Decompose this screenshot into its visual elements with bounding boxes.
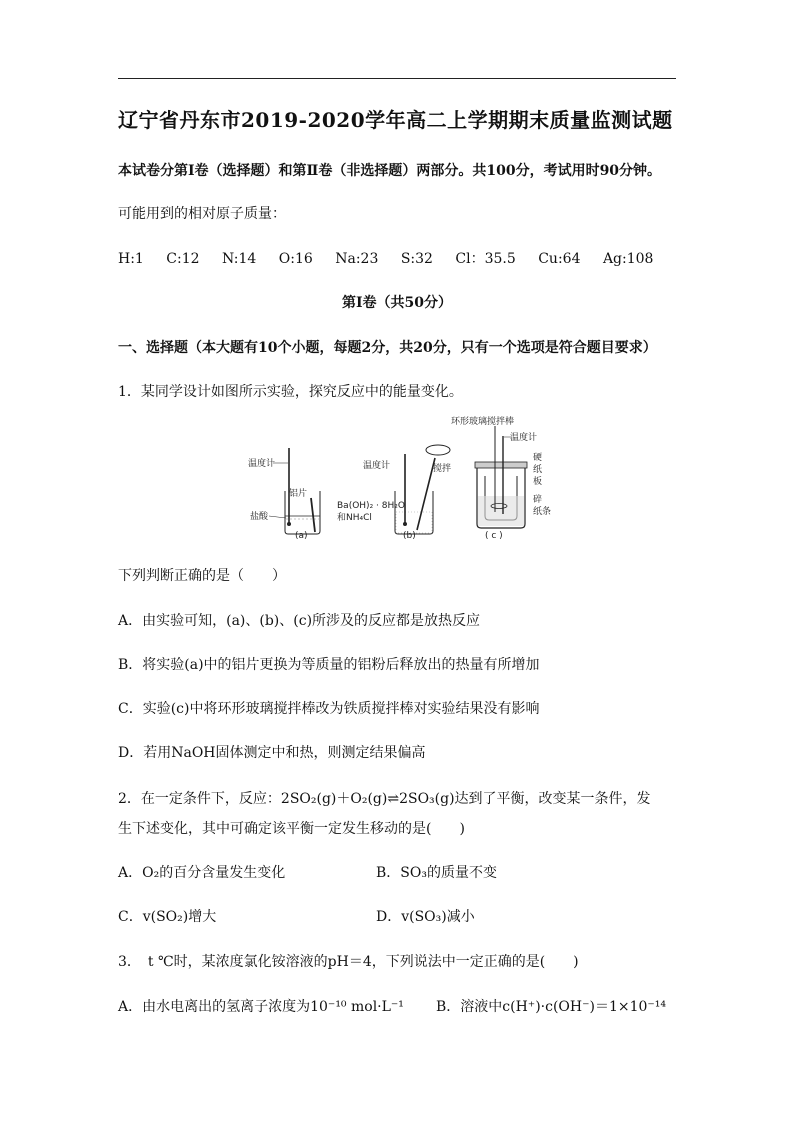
question-3-option-b: B．溶液中c(H⁺)·c(OH⁻)＝1×10⁻¹⁴	[436, 999, 667, 1015]
beaker-b	[395, 445, 450, 534]
question-1-prompt: 下列判断正确的是（ ）	[118, 568, 286, 584]
question-2-stem-line-2: 生下述变化，其中可确定该平衡一定发生移动的是( )	[118, 821, 465, 837]
question-2-option-c: C．v(SO₂)增大	[118, 909, 217, 925]
label-b-reagent-1: Ba(OH)₂ · 8H₂O	[337, 501, 405, 511]
mass-item: Cu:64	[538, 251, 581, 267]
question-1-stem: 1．某同学设计如图所示实验，探究反应中的能量变化。	[118, 384, 463, 400]
mass-item: N:14	[222, 251, 257, 267]
label-a-acid: 盐酸	[250, 512, 269, 522]
label-c-board-2: 纸	[533, 465, 543, 475]
section-title: 第Ⅰ卷（共50分）	[341, 295, 453, 311]
experiment-figure	[245, 416, 565, 546]
label-a-thermometer: 温度计	[248, 459, 276, 469]
mass-item: Ag:108	[602, 251, 654, 267]
mass-item: Na:23	[335, 251, 379, 267]
mass-item: C:12	[166, 251, 200, 267]
label-b-reagent-2: 和NH₄Cl	[337, 513, 372, 523]
caption-a: (a)	[295, 531, 308, 541]
label-c-thermometer: 温度计	[510, 433, 538, 443]
question-1-option-b: B．将实验(a)中的铝片更换为等质量的铝粉后释放出的热量有所增加	[118, 657, 540, 673]
label-b-stir: 搅拌	[433, 464, 452, 474]
mass-item: S:32	[400, 251, 433, 267]
part-one-heading: 一、选择题（本大题有10个小题，每题2分，共20分，只有一个选项是符合题目要求）	[118, 340, 657, 356]
mass-item: Cl：35.5	[455, 251, 516, 267]
top-rule	[118, 78, 676, 79]
label-c-board-3: 板	[533, 477, 543, 487]
caption-c: ( c )	[485, 531, 503, 541]
question-2-option-d: D．v(SO₃)减小	[376, 909, 475, 925]
label-c-stirrer: 环形玻璃搅拌棒	[451, 417, 515, 427]
page-title: 辽宁省丹东市2019-2020学年高二上学期期末质量监测试题	[118, 108, 673, 132]
question-2-option-a: A．O₂的百分含量发生变化	[118, 865, 286, 881]
label-c-board-1: 硬	[533, 453, 543, 463]
mass-item: O:16	[278, 251, 313, 267]
question-1-option-d: D．若用NaOH固体测定中和热，则测定结果偏高	[118, 745, 426, 761]
question-1-option-c: C．实验(c)中将环形玻璃搅拌棒改为铁质搅拌棒对实验结果没有影响	[118, 701, 540, 717]
question-3-stem: 3． t ℃时，某浓度氯化铵溶液的pH＝4，下列说法中一定正确的是( )	[118, 954, 579, 970]
atomic-masses	[118, 248, 671, 268]
label-c-scrap-2: 纸条	[533, 507, 552, 517]
question-2-option-b: B．SO₃的质量不变	[376, 865, 497, 881]
question-1-option-a: A．由实验可知，(a)、(b)、(c)所涉及的反应都是放热反应	[118, 613, 481, 629]
mass-item: H:1	[118, 251, 144, 267]
label-c-scrap-1: 碎	[533, 495, 543, 505]
label-b-thermometer: 温度计	[363, 461, 391, 471]
caption-b: (b)	[403, 531, 416, 541]
question-2-stem-line-1: 2．在一定条件下，反应：2SO₂(g)＋O₂(g)⇌2SO₃(g)达到了平衡，改变某一条件，发	[118, 791, 651, 807]
question-3-option-a: A．由水电离出的氢离子浓度为10⁻¹⁰ mol·L⁻¹	[118, 999, 404, 1015]
label-a-aluminum: 铝片	[289, 489, 308, 499]
exam-intro: 本试卷分第Ⅰ卷（选择题）和第Ⅱ卷（非选择题）两部分。共100分，考试用时90分钟。	[118, 163, 662, 179]
masses-label: 可能用到的相对原子质量：	[118, 206, 286, 222]
